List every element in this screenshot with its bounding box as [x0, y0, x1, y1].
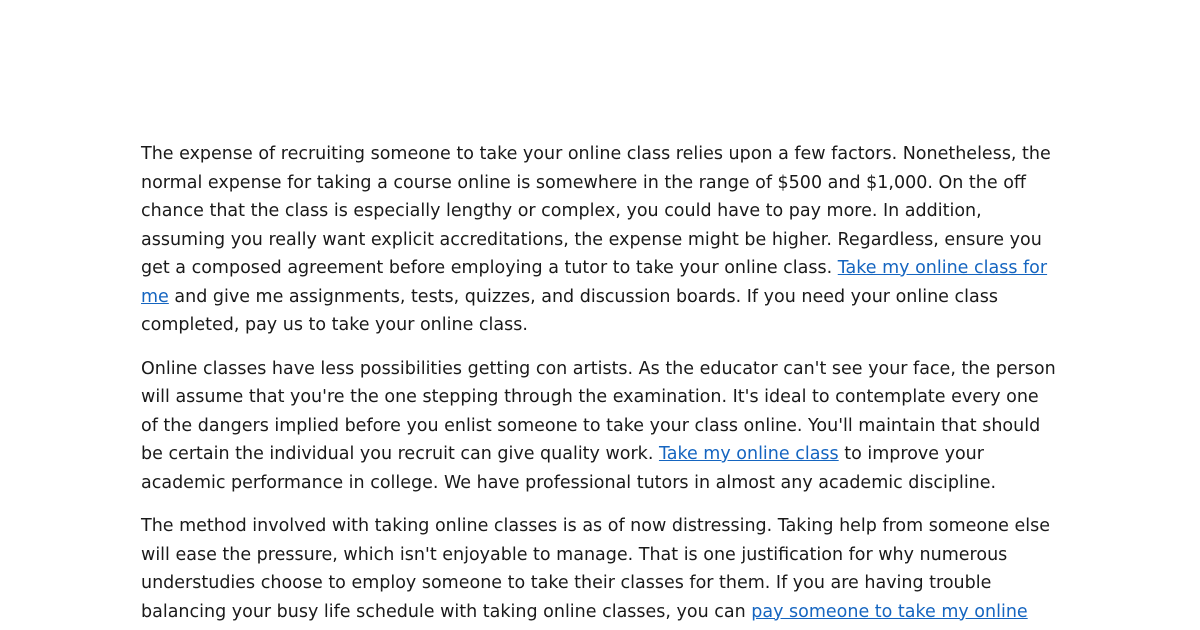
paragraph-1 [141, 140, 1061, 340]
paragraph-1-text-before: The expense of recruiting someone to take your online class relies upon a few factors. Nonetheless, the normal expense for taking a course online is somewhere in the range of $500 and $1,000. On the off chance that the class is especially lengthy or complex, you could have to pay more. In addition, assuming you really want explicit accreditations, the expense might be higher. Regardless, ensure you get a composed agreement before employing a tutor to take your online class. [141, 144, 1051, 278]
document-body [141, 140, 1061, 630]
paragraph-2 [141, 355, 1061, 498]
paragraph-3-text-before: The method involved with taking online classes is as of now distressing. Taking help from someone else will ease the pressure, which isn't enjoyable to manage. That is one justification for why numerous understudies choose to employ someone to take their classes for them. If you are having trouble balancing your busy life schedule with taking online classes, you can [141, 516, 1051, 622]
take-my-online-class-link[interactable]: Take my online class [658, 444, 839, 464]
pay-someone-to-take-my-online-link[interactable]: pay someone to take my online [751, 601, 1028, 622]
paragraph-1-text-after: and give me assignments, tests, quizzes, and discussion boards. If you need your online class completed, pay us to take your online class. [141, 286, 998, 335]
paragraph-2-text-after: to improve your academic performance in college. We have professional tutors in almost any academic discipline. [141, 444, 997, 493]
paragraph-2-text-before: Online classes have less possibilities getting con artists. As the educator can't see your face, the person will assume that you're the one stepping through the examination. It's ideal to contemplate every one of the dangers implied before you enlist someone to take your class online. You'll maintain that should be certain the individual you recruit can give quality work. [141, 358, 1056, 464]
paragraph-3 [141, 512, 1061, 626]
take-my-online-class-for-me-link[interactable]: Take my online class for me [141, 258, 1048, 307]
